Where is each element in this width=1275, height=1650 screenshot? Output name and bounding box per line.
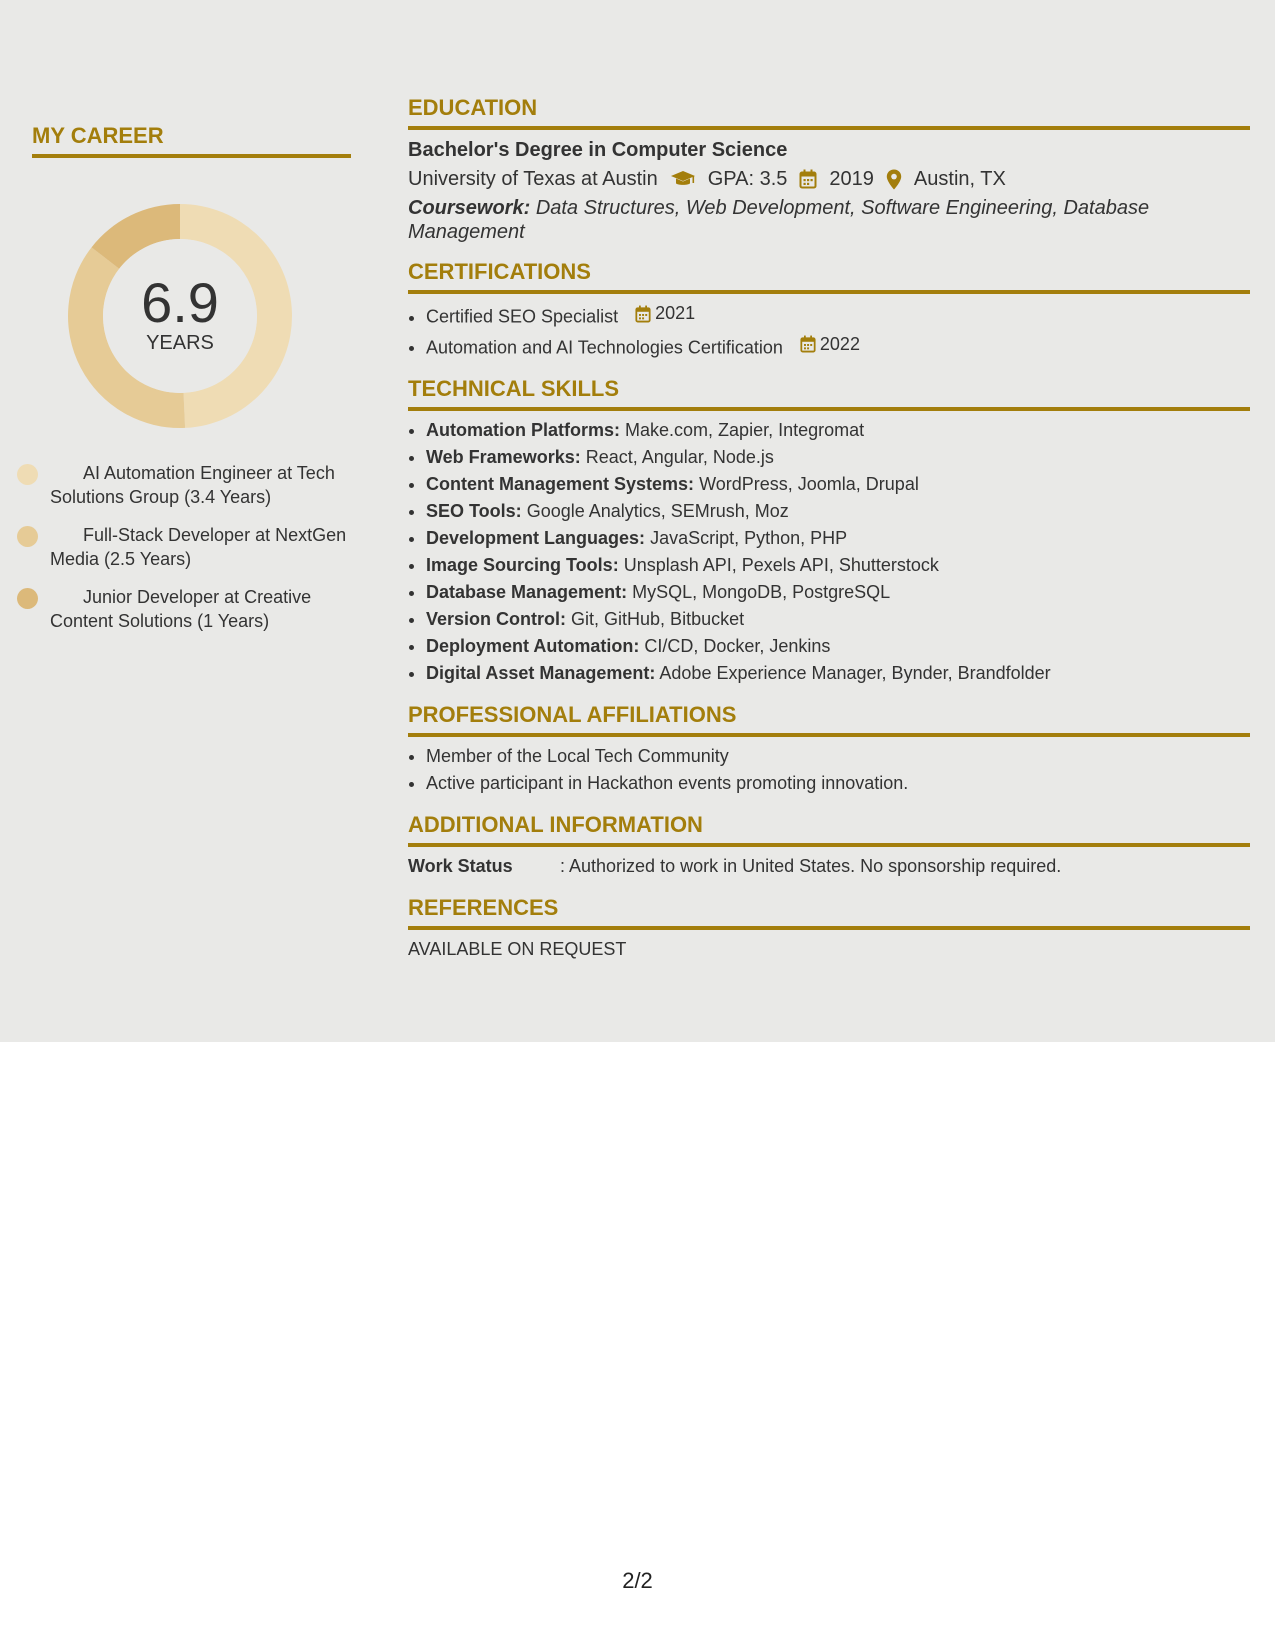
total-years-unit: YEARS xyxy=(146,332,214,354)
career-column xyxy=(32,122,351,647)
skills-heading: TECHNICAL SKILLS xyxy=(408,375,1250,411)
skill-value: JavaScript, Python, PHP xyxy=(650,528,848,548)
skill-label: Web Frameworks: xyxy=(426,447,581,467)
skill-label: Version Control: xyxy=(426,609,567,629)
certifications-heading: CERTIFICATIONS xyxy=(408,258,1250,294)
education-heading: EDUCATION xyxy=(408,94,1250,130)
graduation-year: 2019 xyxy=(829,168,874,190)
skill-label: Database Management: xyxy=(426,582,628,602)
skill-item xyxy=(426,498,1250,525)
skill-item xyxy=(426,579,1250,606)
skill-label: Image Sourcing Tools: xyxy=(426,555,619,575)
skill-label: Digital Asset Management: xyxy=(426,663,656,683)
coursework-text: Data Structures, Web Development, Software Engineering, Database Management xyxy=(408,197,1150,243)
donut-center xyxy=(65,201,295,431)
additional-info-heading: ADDITIONAL INFORMATION xyxy=(408,811,1250,847)
legend-dot xyxy=(17,526,38,547)
references-section xyxy=(408,894,1250,963)
coursework xyxy=(408,196,1250,244)
affiliation-item: • Member of the Local Tech Community xyxy=(426,743,1250,770)
affiliation-item: • Active participant in Hackathon events promoting innovation. xyxy=(426,770,1250,797)
legend-item xyxy=(50,585,351,633)
career-heading: MY CAREER xyxy=(32,122,351,158)
education-meta xyxy=(408,164,1250,194)
legend-item xyxy=(50,523,351,571)
legend-label: Junior Developer at Creative Content Solutions (1 Years) xyxy=(50,587,312,631)
skill-item xyxy=(426,471,1250,498)
skill-item xyxy=(426,444,1250,471)
references-text: AVAILABLE ON REQUEST xyxy=(408,939,627,959)
certifications-section xyxy=(408,258,1250,361)
legend-dot xyxy=(17,464,38,485)
certifications-list xyxy=(408,300,1250,361)
skill-label: Content Management Systems: xyxy=(426,474,695,494)
skill-label: Development Languages: xyxy=(426,528,646,548)
skill-item xyxy=(426,417,1250,444)
certification-year-wrap xyxy=(800,331,860,358)
degree-title: Bachelor's Degree in Computer Science xyxy=(408,139,788,161)
skills-section xyxy=(408,375,1250,687)
work-status-row xyxy=(408,853,1250,880)
skill-value: MySQL, MongoDB, PostgreSQL xyxy=(632,582,891,602)
skill-value: Adobe Experience Manager, Bynder, Brandfolder xyxy=(659,663,1051,683)
certification-item xyxy=(426,300,1250,331)
career-donut-chart xyxy=(65,201,295,431)
skill-value: React, Angular, Node.js xyxy=(585,447,774,467)
main-column xyxy=(408,94,1250,977)
skill-value: Make.com, Zapier, Integromat xyxy=(625,420,865,440)
certification-year: 2022 xyxy=(819,333,860,354)
work-status-label: Work Status xyxy=(408,856,513,876)
certification-year-wrap xyxy=(635,300,695,327)
skills-list xyxy=(408,417,1250,687)
legend-dot xyxy=(17,588,38,609)
affiliations-list xyxy=(408,743,1250,797)
certification-item xyxy=(426,331,1250,362)
coursework-label: Coursework: xyxy=(408,197,531,219)
certification-name: Certified SEO Specialist xyxy=(426,306,619,327)
calendar-icon xyxy=(800,335,816,353)
skill-value: CI/CD, Docker, Jenkins xyxy=(644,636,831,656)
work-status-value: : Authorized to work in United States. No sponsorship required. xyxy=(560,856,1062,876)
skill-label: Automation Platforms: xyxy=(426,420,621,440)
graduation-cap-icon xyxy=(670,169,696,189)
certification-name: Automation and AI Technologies Certification xyxy=(426,337,783,357)
skill-item xyxy=(426,525,1250,552)
page-number: 2/2 xyxy=(622,1568,653,1593)
skill-item xyxy=(426,633,1250,660)
skill-value: WordPress, Joomla, Drupal xyxy=(699,474,919,494)
legend-label: AI Automation Engineer at Tech Solutions Group (3.4 Years) xyxy=(50,463,335,507)
total-years-value: 6.9 xyxy=(141,271,219,334)
certification-year: 2021 xyxy=(655,303,696,323)
skill-item xyxy=(426,660,1250,687)
education-location: Austin, TX xyxy=(913,168,1006,190)
legend-item xyxy=(50,461,351,509)
skill-value: Unsplash API, Pexels API, Shutterstock xyxy=(623,555,939,575)
career-legend xyxy=(32,461,351,633)
skill-value: Git, GitHub, Bitbucket xyxy=(571,609,745,629)
education-section xyxy=(408,94,1250,244)
university-name: University of Texas at Austin xyxy=(408,168,658,190)
skill-item xyxy=(426,552,1250,579)
references-heading: REFERENCES xyxy=(408,894,1250,930)
additional-info-section xyxy=(408,811,1250,880)
skill-label: Deployment Automation: xyxy=(426,636,640,656)
skill-value: Google Analytics, SEMrush, Moz xyxy=(526,501,789,521)
calendar-icon xyxy=(635,305,651,323)
map-pin-icon xyxy=(886,169,902,190)
calendar-icon xyxy=(799,169,817,189)
skill-label: SEO Tools: xyxy=(426,501,522,521)
legend-label: Full-Stack Developer at NextGen Media (2.5 Years) xyxy=(50,525,347,569)
affiliations-heading: PROFESSIONAL AFFILIATIONS xyxy=(408,701,1250,737)
affiliations-section xyxy=(408,701,1250,797)
gpa-text: GPA: 3.5 xyxy=(707,168,788,190)
skill-item xyxy=(426,606,1250,633)
